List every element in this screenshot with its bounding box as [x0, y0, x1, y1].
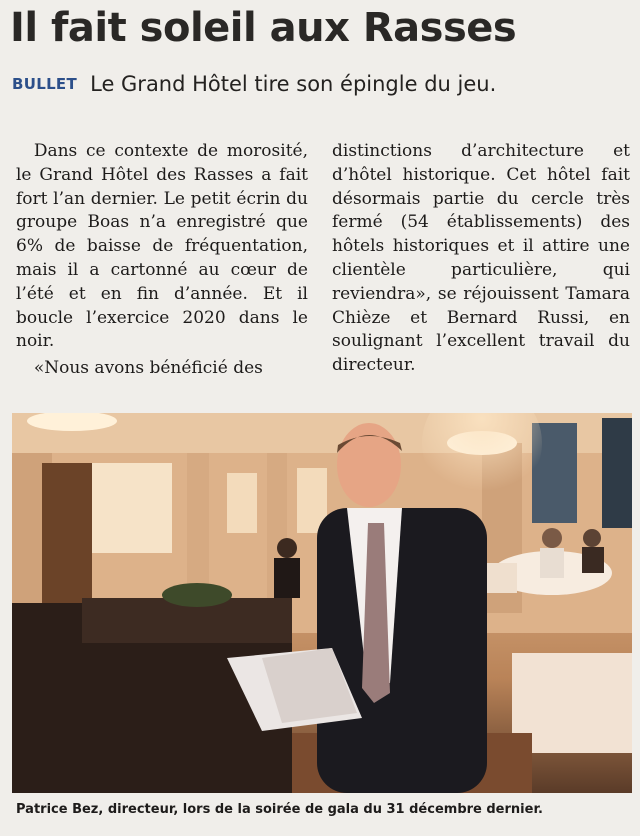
photo-illustration: [12, 413, 632, 793]
article-headline: Il fait soleil aux Rasses: [10, 5, 517, 51]
cabinet: [42, 463, 92, 603]
kicker-label: BULLET: [12, 75, 78, 93]
window: [92, 463, 172, 553]
column-left: [16, 140, 308, 381]
subhead: [12, 72, 632, 96]
window: [227, 473, 257, 533]
article-photo: [12, 413, 632, 793]
photo-caption: Patrice Bez, directeur, lors de la soirée de gala du 31 décembre dernier.: [16, 802, 543, 817]
paragraph: «Nous avons bénéficié des: [33, 358, 263, 379]
column-right: [332, 140, 630, 378]
flower-arrangement: [162, 583, 232, 607]
paragraph: Dans ce contexte de morosité, le Grand Hôtel des Rasses a fait fort l’an dernier. Le petit écrin du groupe Boas n’a enregistré que 6% de baisse de fréquentation, mais il a cartonné au cœur de l’été et en fin d’année. Et il boucle l’exercice 2020 dans le noir.: [16, 141, 308, 352]
paragraph: distinctions d’architecture et d’hôtel historique. Cet hôtel fait désormais partie du cercle très fermé (54 établissements) des hôtels historiques et il attire une clientèle particulière, qui reviendra», se réjouissent Tamara Chièze et Bernard Russi, en soulignant l’excellent travail du directeur.: [332, 141, 630, 376]
window: [602, 418, 632, 528]
deck-text: Le Grand Hôtel tire son épingle du jeu.: [90, 72, 497, 96]
